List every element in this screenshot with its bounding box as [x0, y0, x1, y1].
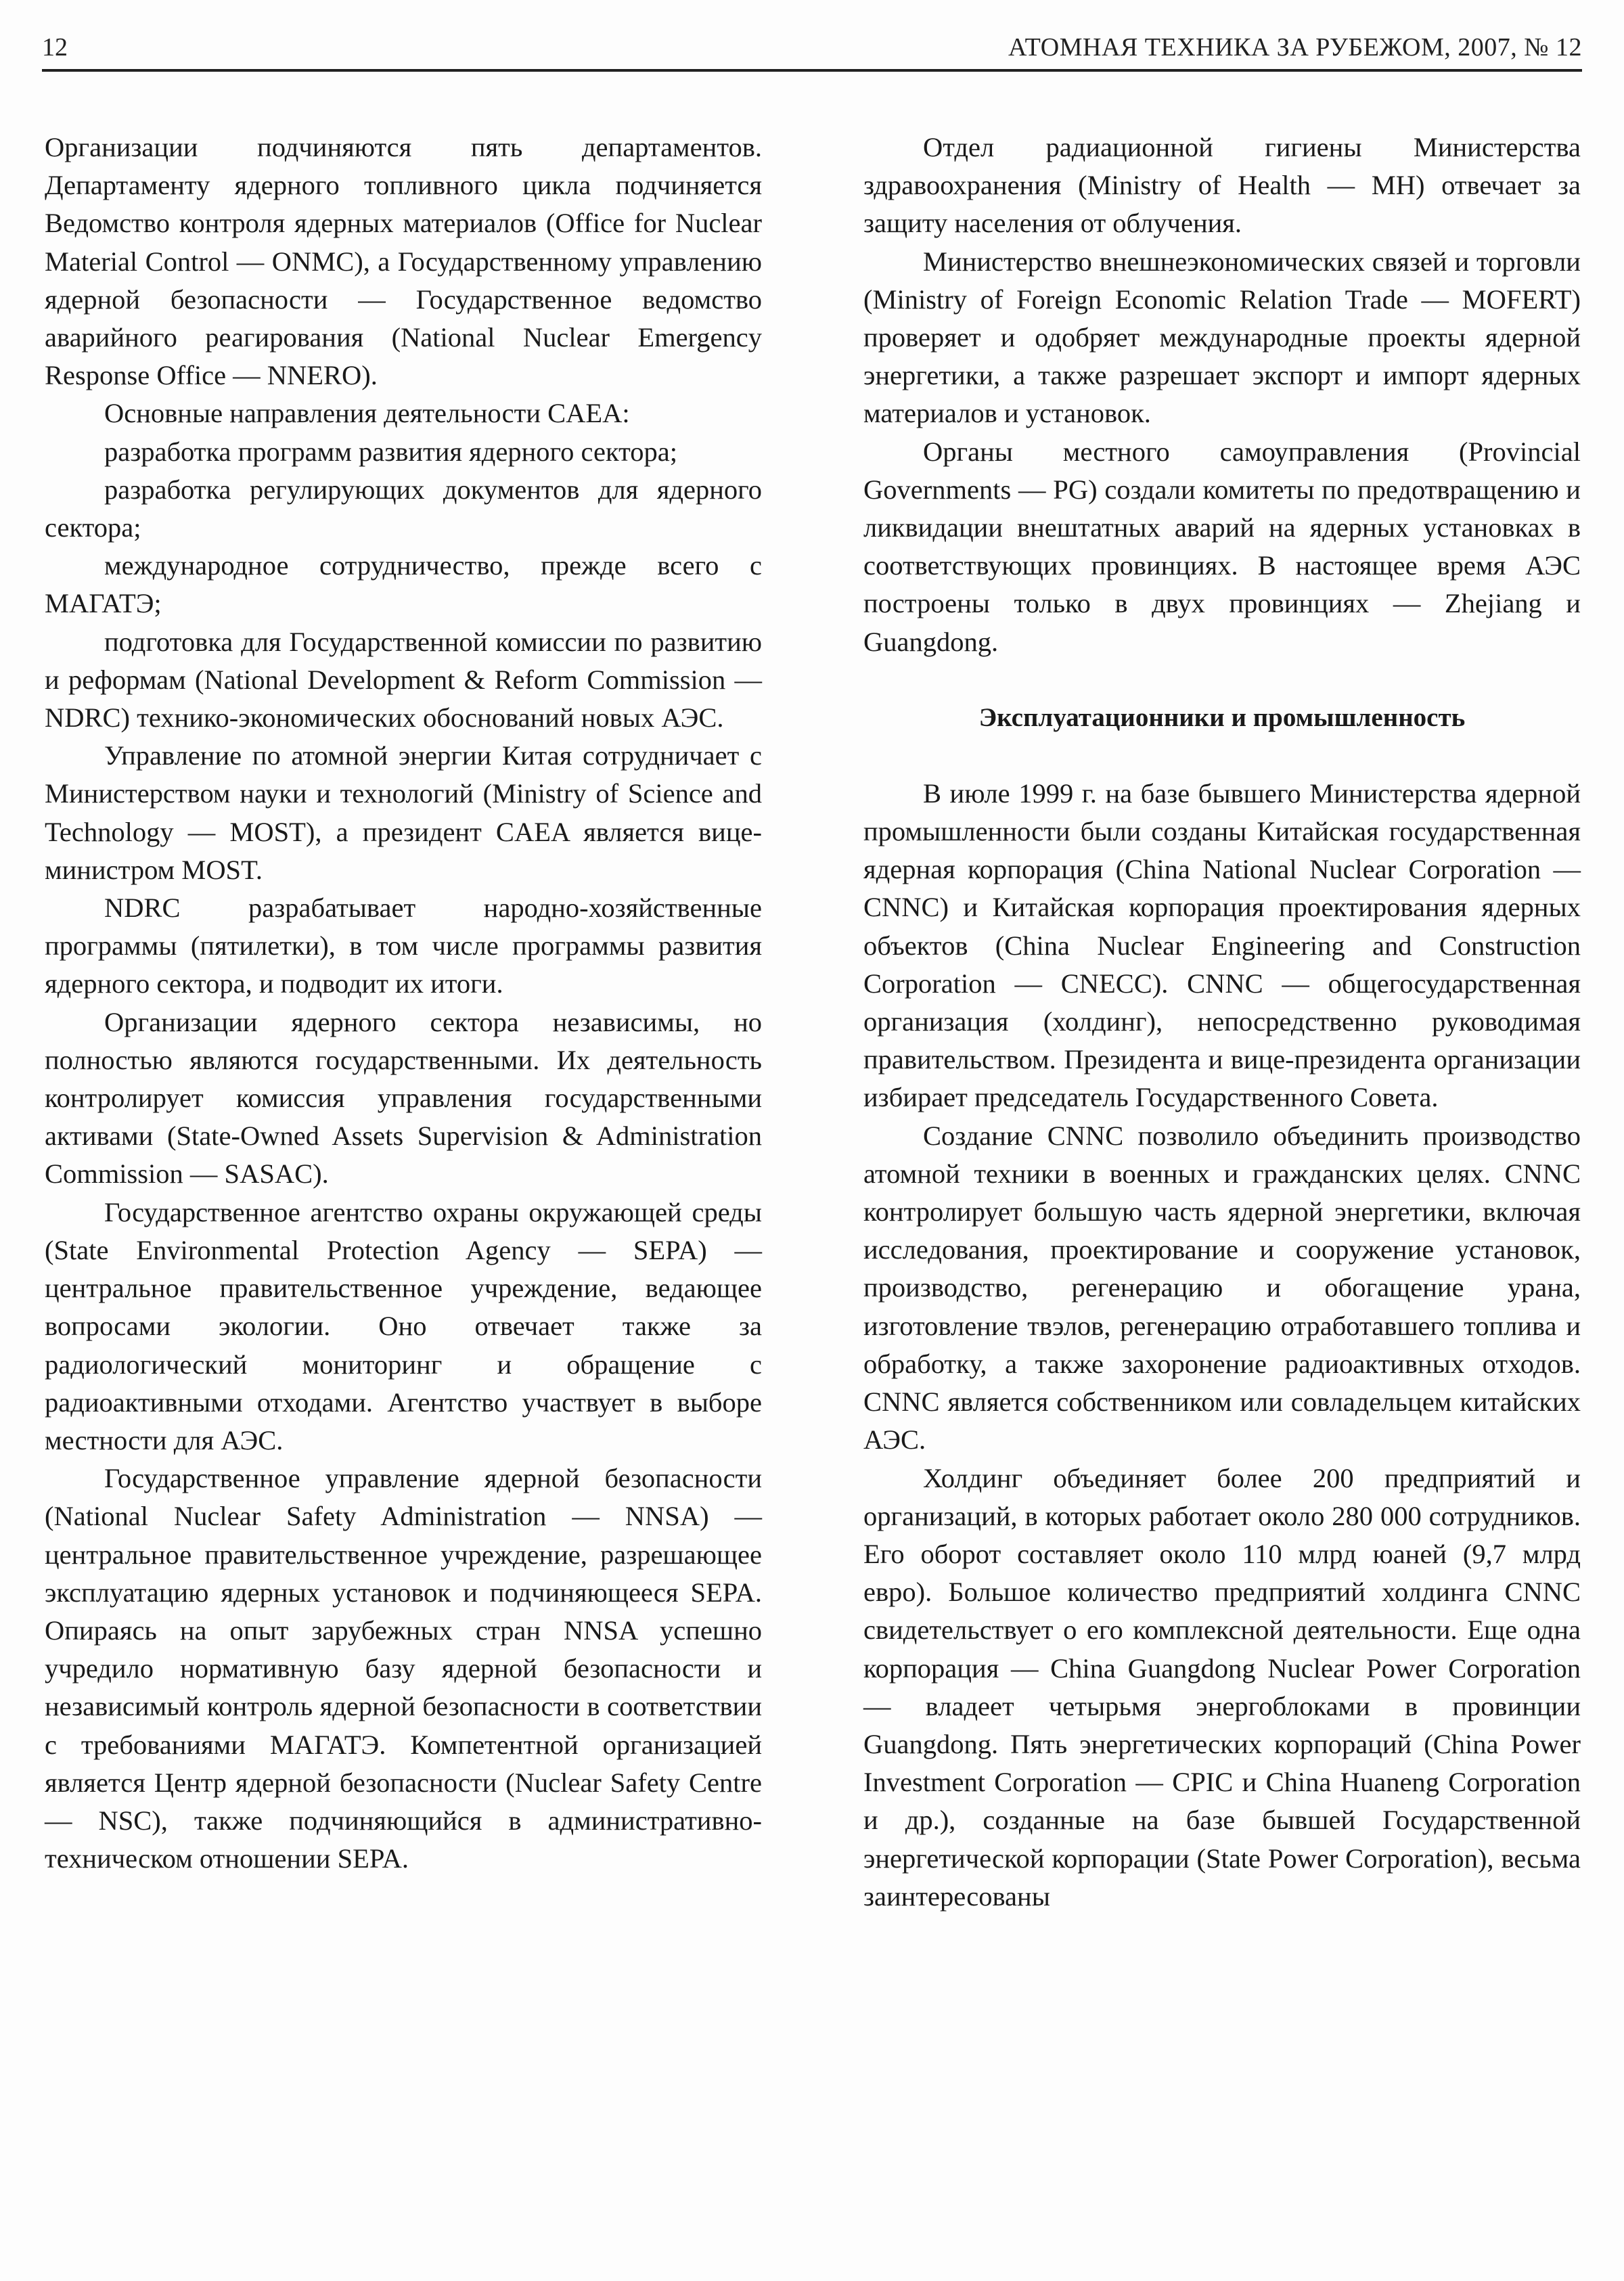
paragraph: Основные направления деятельности CAEA: [104, 398, 630, 429]
list-item: подготовка для Государственной комиссии по развитию и реформам (National Development & Reform Commission — NDRC) технико-экономических обоснований новых АЭС. [45, 626, 762, 733]
list-item: разработка программ развития ядерного сектора; [104, 436, 678, 467]
journal-title: АТОМНАЯ ТЕХНИКА ЗА РУБЕЖОМ, 2007, № 12 [1008, 33, 1582, 62]
section-heading: Эксплуатационники и промышленность [978, 702, 1466, 732]
paragraph: Государственное управление ядерной безопасности (National Nuclear Safety Administration — NNSA) — центральное правительственное учреждение, разрешающее эксплуатацию ядерных установок и подчиняющееся SEPA. Опираясь на опыт зарубежных стран NNSA успешно учредило нормативную базу ядерной безопасности и независимый контроль ядерной безопасности в соответствии с требованиями МАГАТЭ. Компетентной организацией является Центр ядерной безопасности (Nuclear Safety Centre — NSC), также подчиняющийся в административно-техническом отношении SEPA. [45, 1463, 762, 1874]
list-item: разработка регулирующих документов для ядерного сектора; [45, 474, 762, 543]
paragraph: Органы местного самоуправления (Provincial Governments — PG) создали комитеты по предотвращению и ликвидации внештатных аварий на ядерных установках в соответствующих провинциях. В настоящее время АЭС построены только в двух провинциях — Zhejiang и Guangdong. [863, 436, 1581, 657]
paragraph: Отдел радиационной гигиены Министерства здравоохранения (Ministry of Health — MH) отвечает за защиту населения от облучения. [863, 132, 1581, 239]
running-header [42, 27, 1582, 69]
paragraph: Министерство внешнеэкономических связей и торговли (Ministry of Foreign Economic Relation Trade — MOFERT) проверяет и одобряет международные проекты ядерной энергетики, а также разрешает экспорт и импорт ядерных материалов и установок. [863, 246, 1581, 429]
paragraph: Создание CNNC позволило объединить производство атомной техники в военных и гражданских целях. CNNC контролирует большую часть ядерной энергетики, включая исследования, проектирование и сооружение установок, производство, регенерацию и обогащение урана, изготовление твэлов, регенерацию отработавшего топлива и обработку, а также захоронение радиоактивных отходов. CNNC является собственником или совладельцем китайских АЭС. [863, 1120, 1581, 1455]
paragraph: Организации подчиняются пять департаментов. Департаменту ядерного топливного цикла подчиняется Ведомство контроля ядерных материалов (Office for Nuclear Material Control — ONMC), а Государственному управлению ядерной безопасности — Государственное ведомство аварийного реагирования (National Nuclear Emergency Response Office — NNERO). [45, 132, 762, 391]
list-item: международное сотрудничество, прежде всего с МАГАТЭ; [45, 550, 762, 619]
page-number: 12 [42, 33, 68, 62]
left-column [45, 129, 762, 1878]
paragraph: Холдинг объединяет более 200 предприятий и организаций, в которых работает около 280 000 сотрудников. Его оборот составляет около 110 млрд юаней (9,7 млрд евро). Большое количество предприятий холдинга CNNC свидетельствует о его комплексной деятельности. Еще одна корпорация — China Guangdong Nuclear Power Corporation — владеет четырьмя энергоблоками в провинции Guangdong. Пять энергетических корпораций (China Power Investment Corporation — CPIC и China Huaneng Corporation и др.), созданные на базе бывшей Государственной энергетической корпорации (State Power Corporation), весьма заинтересованы [863, 1462, 1581, 1912]
paragraph: В июле 1999 г. на базе бывшего Министерства ядерной промышленности были созданы Китайская государственная ядерная корпорация (China National Nuclear Corporation — CNNC) и Китайская корпорация проектирования ядерных объектов (China Nuclear Engineering and Construction Corporation — CNECC). CNNC — общегосударственная организация (холдинг), непосредственно руководимая правительством. Президента и вице-президента организации избирает председатель Государственного Совета. [863, 777, 1581, 1113]
paragraph: Управление по атомной энергии Китая сотрудничает с Министерством науки и технологий (Ministry of Science and Technology — MOST), а президент CAEA является вице-министром MOST. [45, 740, 762, 885]
paragraph: Государственное агентство охраны окружающей среды (State Environmental Protection Agency — SEPA) — центральное правительственное учреждение, ведающее вопросами экологии. Оно отвечает также за радиологический мониторинг и обращение с радиоактивными отходами. Агентство участвует в выборе местности для АЭС. [45, 1196, 762, 1455]
paragraph: Организации ядерного сектора независимы, но полностью являются государственными. Их деятельность контролирует комиссия управления государственными активами (State-Owned Assets Supervision & Administration Commission — SASAC). [45, 1006, 762, 1190]
header-rule [42, 69, 1582, 72]
right-column [863, 129, 1581, 1916]
paragraph: NDRC разрабатывает народно-хозяйственные программы (пятилетки), в том числе программы развития ядерного сектора, и подводит их итоги. [45, 893, 762, 999]
